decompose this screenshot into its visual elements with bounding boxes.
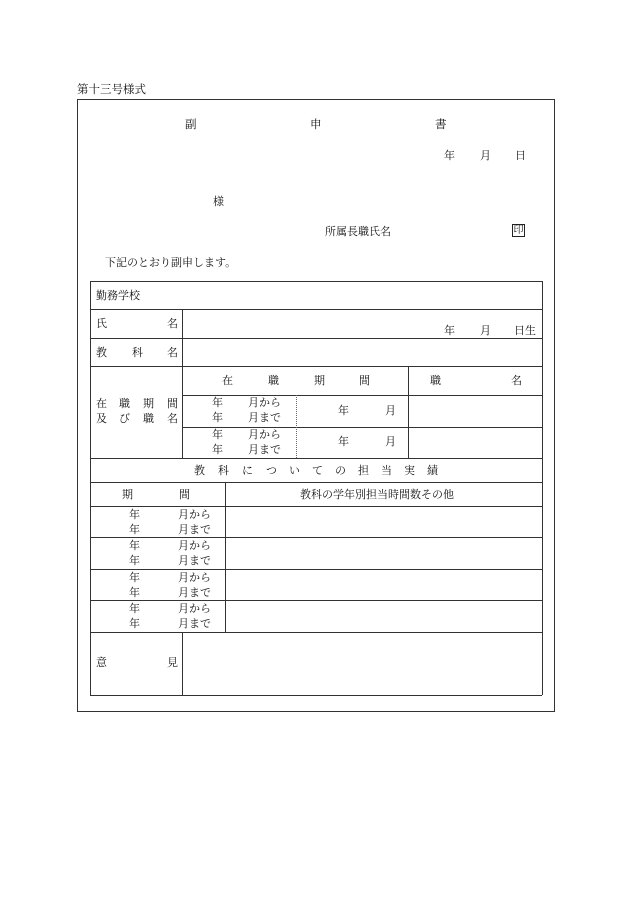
record-row-4-to-month: 月まで [178, 617, 211, 630]
col-line [182, 309, 183, 458]
record-row-3-from-year: 年 [129, 571, 140, 584]
date-year: 年 [444, 149, 455, 162]
row-line [182, 395, 542, 396]
opinion-label-1: 意 [96, 656, 107, 669]
detail-head: 教科の学年別担当時間数その他 [300, 488, 454, 501]
subject-label-2: 科 [132, 346, 143, 359]
row-line [90, 309, 542, 310]
row-line [90, 537, 542, 538]
record-row-2-to-month: 月まで [178, 554, 211, 567]
col-line [408, 366, 409, 458]
career-label-1b: 職 [119, 397, 130, 410]
table-bottom-border [90, 695, 542, 696]
career-label-2c: 職 [143, 412, 154, 425]
table-top-border [90, 281, 542, 282]
career-row-2-dur-year: 年 [338, 435, 349, 448]
record-row-2-from-year: 年 [129, 539, 140, 552]
record-row-1-to-month: 月まで [178, 523, 211, 536]
col-line [182, 632, 183, 695]
career-row-2-to-month: 月まで [248, 443, 281, 456]
title-char-1: 副 [185, 117, 197, 131]
career-label-2b: び [119, 412, 130, 425]
row-line [90, 600, 542, 601]
record-heading-char: つ [266, 464, 277, 477]
row-line [182, 427, 542, 428]
career-row-1-to-year: 年 [212, 411, 223, 424]
subject-label-3: 名 [167, 346, 178, 359]
col-line [225, 482, 226, 632]
career-label-1c: 期 [143, 397, 154, 410]
birth-year: 年 [444, 324, 455, 337]
seal-mark: 印 [513, 225, 524, 236]
row-line [90, 458, 542, 459]
row-line [90, 338, 542, 339]
career-row-2-from-month: 月から [248, 428, 281, 441]
record-heading-char: て [312, 464, 323, 477]
career-row-2-dur-month: 月 [385, 435, 396, 448]
career-head-position-2: 名 [511, 374, 522, 387]
record-row-4-from-month: 月から [178, 602, 211, 615]
career-head-period-3: 期 [314, 374, 325, 387]
name-label-1: 氏 [96, 317, 107, 330]
career-label-1a: 在 [96, 397, 107, 410]
career-row-2-to-year: 年 [212, 443, 223, 456]
table-right-border [542, 281, 543, 695]
career-row-1-from-month: 月から [248, 396, 281, 409]
addressee-suffix: 様 [213, 195, 224, 208]
name-label-2: 名 [167, 317, 178, 330]
row-line [90, 482, 542, 483]
row-line [90, 569, 542, 570]
birth-day-suffix: 日生 [514, 324, 536, 337]
row-line [90, 632, 542, 633]
period-head-1: 期 [122, 488, 133, 501]
career-row-2-from-year: 年 [212, 428, 223, 441]
career-head-period-2: 職 [268, 374, 279, 387]
record-row-1-from-month: 月から [178, 508, 211, 521]
career-label-2a: 及 [96, 412, 107, 425]
row-line [90, 366, 542, 367]
record-heading-char: 績 [427, 464, 438, 477]
record-row-4-from-year: 年 [129, 602, 140, 615]
record-row-3-to-month: 月まで [178, 586, 211, 599]
birth-month: 月 [480, 324, 491, 337]
title-char-2: 申 [310, 117, 322, 131]
subject-label-1: 教 [96, 346, 107, 359]
career-head-period-1: 在 [222, 374, 233, 387]
record-heading-char: の [335, 464, 346, 477]
career-row-1-dur-year: 年 [338, 404, 349, 417]
title-char-3: 書 [435, 117, 447, 131]
record-row-2-from-month: 月から [178, 539, 211, 552]
record-row-1-from-year: 年 [129, 508, 140, 521]
record-row-1-to-year: 年 [129, 523, 140, 536]
record-heading-char: 科 [218, 464, 229, 477]
intro-text: 下記のとおり副申します。 [105, 256, 237, 269]
record-row-3-from-month: 月から [178, 571, 211, 584]
career-head-period-4: 間 [359, 374, 370, 387]
col-dotted-line [296, 395, 297, 458]
career-row-1-to-month: 月まで [248, 411, 281, 424]
opinion-label-2: 見 [167, 656, 178, 669]
career-row-1-dur-month: 月 [385, 404, 396, 417]
career-label-1d: 間 [167, 397, 178, 410]
record-row-2-to-year: 年 [129, 554, 140, 567]
record-heading-char: 教 [194, 464, 205, 477]
principal-label: 所属長職氏名 [325, 225, 391, 238]
record-heading-char: 実 [404, 464, 415, 477]
record-heading-char: 担 [358, 464, 369, 477]
row-line [90, 506, 542, 507]
date-day: 日 [515, 149, 526, 162]
career-row-1-from-year: 年 [212, 396, 223, 409]
record-heading-char: 当 [381, 464, 392, 477]
career-head-position-1: 職 [430, 374, 441, 387]
record-row-3-to-year: 年 [129, 586, 140, 599]
school-label: 勤務学校 [96, 289, 140, 302]
date-month: 月 [480, 149, 491, 162]
record-heading-char: い [289, 464, 300, 477]
career-label-2d: 名 [167, 412, 178, 425]
record-row-4-to-year: 年 [129, 617, 140, 630]
form-number: 第十三号様式 [77, 82, 146, 96]
period-head-2: 間 [179, 488, 190, 501]
record-heading-char: に [242, 464, 253, 477]
